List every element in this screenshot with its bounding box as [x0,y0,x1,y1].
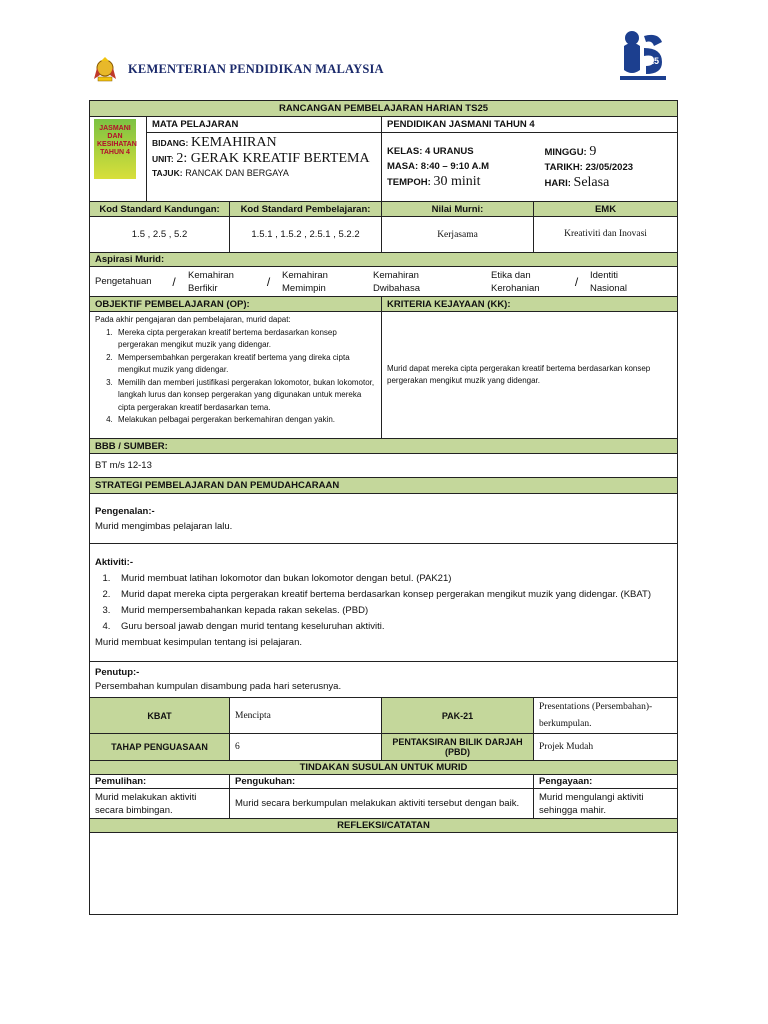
pbd-value: Projek Mudah [534,734,678,761]
aspirasi-label: Aspirasi Murid: [90,253,678,267]
penutup-label: Penutup:- [95,666,140,678]
tahap-value: 6 [230,734,382,761]
refleksi-content[interactable] [90,833,678,915]
pak21-label: PAK-21 [382,698,534,734]
nilai-value: Kerjasama [382,217,534,253]
kpm-crest-logo [90,55,120,85]
kbat-label: KBAT [90,698,230,734]
subject-name: PENDIDIKAN JASMANI TAHUN 4 [382,117,678,133]
tahap-label: TAHAP PENGUASAAN [90,734,230,761]
unit-value: 2: GERAK KREATIF BERTEMA [176,151,370,166]
tindakan-label: TINDAKAN SUSULAN UNTUK MURID [90,761,678,775]
kk-label: KRITERIA KEJAYAAN (KK): [382,297,678,312]
strategi-label: STRATEGI PEMBELAJARAN DAN PEMUDAHCARAAN [90,478,678,494]
aspirasi-memimpin: Kemahiran Memimpin [282,269,328,294]
pbd-label: PENTAKSIRAN BILIK DARJAH (PBD) [382,734,534,761]
svg-text:25: 25 [649,56,660,66]
pengukuhan-text: Murid secara berkumpulan melakukan aktiviti tersebut dengan baik. [230,789,534,819]
pemulihan-label: Pemulihan: [90,775,230,789]
pengenalan-section [90,494,678,544]
aspirasi-identiti-mark [661,267,678,296]
masa-value: 8:40 – 9:10 A.M [420,161,490,172]
aktiviti-section [90,544,678,662]
aspirasi-berfikir: Kemahiran Berfikir [188,269,234,294]
pengayaan-label: Pengayaan: [534,775,678,789]
aktiviti-label: Aktiviti:- [95,556,133,568]
op-item: 4. Melakukan pelbagai pergerakan berkemahiran dengan yakin. [115,414,376,427]
aspirasi-row [90,267,678,297]
bbb-value: BT m/s 12-13 [90,454,678,478]
plan-title: RANCANGAN PEMBELAJARAN HARIAN TS25 [90,101,678,117]
ksp-label: Kod Standard Pembelajaran: [230,202,382,217]
nilai-label: Nilai Murni: [382,202,534,217]
refleksi-label: REFLEKSI/CATATAN [90,819,678,833]
aspirasi-berfikir-mark: / [266,274,271,289]
ministry-title: KEMENTERIAN PENDIDIKAN MALAYSIA [128,62,384,76]
emk-label: EMK [534,202,678,217]
mata-pelajaran-label: MATA PELAJARAN [147,117,382,133]
hari-value: Selasa [573,174,610,190]
aktiviti-item: 2. Murid dapat mereka cipta pergerakan kreatif bertema berdasarkan konsep pergerakan mengikut muzik yang didengar. (KBAT) [113,587,672,603]
penutup-section [90,662,678,698]
textbook-cover [90,117,147,202]
pengenalan-label: Pengenalan:- [95,505,155,517]
aktiviti-item: 4. Guru bersoal jawab dengan murid tentang keseluruhan aktiviti. [113,619,672,635]
tarikh-label: TARIKH: [544,161,583,173]
aspirasi-pengetahuan-mark: / [172,274,176,289]
ksk-label: Kod Standard Kandungan: [90,202,230,217]
aspirasi-etika: Etika dan Kerohanian [491,269,540,294]
class-time-info [382,133,678,202]
tajuk-value: RANCAK DAN BERGAYA [185,168,289,178]
aspirasi-dwibahasa: Kemahiran Dwibahasa [373,269,420,294]
bidang-value: KEMAHIRAN [191,135,277,150]
tempoh-label: TEMPOH: [387,177,431,188]
ksp-value: 1.5.1 , 1.5.2 , 2.5.1 , 5.2.2 [230,217,382,253]
masa-label: MASA: [387,161,419,172]
aspirasi-pengetahuan: Pengetahuan [95,276,152,287]
aktiviti-closing: Murid membuat kesimpulan tentang isi pelajaran. [95,636,302,648]
ksk-value: 1.5 , 2.5 , 5.2 [90,217,230,253]
pengayaan-text: Murid mengulangi aktiviti sehingga mahir. [534,789,678,819]
lesson-plan-table [89,100,678,915]
aktiviti-item: 3. Murid mempersembahankan kepada rakan sekelas. (PBD) [113,603,672,619]
pengenalan-text: Murid mengimbas pelajaran lalu. [95,520,233,532]
aspirasi-identiti: Identiti Nasional [590,269,627,294]
hari-label: HARI: [544,177,571,189]
emk-value: Kreativiti dan Inovasi [534,217,678,253]
aktiviti-item: 1. Murid membuat latihan lokomotor dan bukan lokomotor dengan betul. (PAK21) [113,571,672,587]
tarikh-value: 23/05/2023 [585,161,634,173]
kelas-value: 4 URANUS [425,146,474,157]
kelas-label: KELAS: [387,146,423,157]
aspirasi-dwibahasa-mark [469,267,486,296]
unit-label: UNIT: [152,154,174,164]
op-content [90,312,382,439]
op-item: 1. Mereka cipta pergerakan kreatif bertema berdasarkan konsep pergerakan mengikut muzik yang didengar. [115,327,376,352]
pak21-value: Presentations (Persembahan)- berkumpulan. [534,698,678,734]
kbat-value: Mencipta [230,698,382,734]
aspirasi-etika-mark: / [574,274,579,289]
textbook-cover-text: JASMANI DAN KESIHATAN TAHUN 4 [97,125,137,156]
bbb-label: BBB / SUMBER: [90,439,678,454]
pemulihan-text: Murid melakukan aktiviti secara bimbingan. [90,789,230,819]
bidang-label: BIDANG: [152,138,189,148]
op-label: OBJEKTIF PEMBELAJARAN (OP): [90,297,382,312]
kk-content: Murid dapat mereka cipta pergerakan kreatif bertema berdasarkan konsep pergerakan mengikut muzik yang didengar. [382,312,678,439]
bidang-unit-tajuk [147,133,382,202]
ts25-logo [618,26,668,82]
aspirasi-memimpin-mark [351,267,368,296]
tempoh-value: 30 minit [433,174,481,189]
op-item: 2. Mempersembahkan pergerakan kreatif bertema yang direka cipta mengikut muzik yang didengar. [115,352,376,377]
penutup-text: Persembahan kumpulan disambung pada hari seterusnya. [95,680,342,692]
minggu-label: MINGGU: [544,146,587,158]
minggu-value: 9 [589,143,597,159]
pengukuhan-label: Pengukuhan: [230,775,534,789]
op-intro: Pada akhir pengajaran dan pembelajaran, murid dapat: [95,315,291,324]
tajuk-label: TAJUK: [152,168,183,178]
op-item: 3. Memilih dan memberi justifikasi pergerakan lokomotor, bukan lokomotor, langkah lurus dan konsep pergerakan yang digunakan untuk mereka cipta pergerakan kreatif berdasarkan tema. [115,377,376,415]
